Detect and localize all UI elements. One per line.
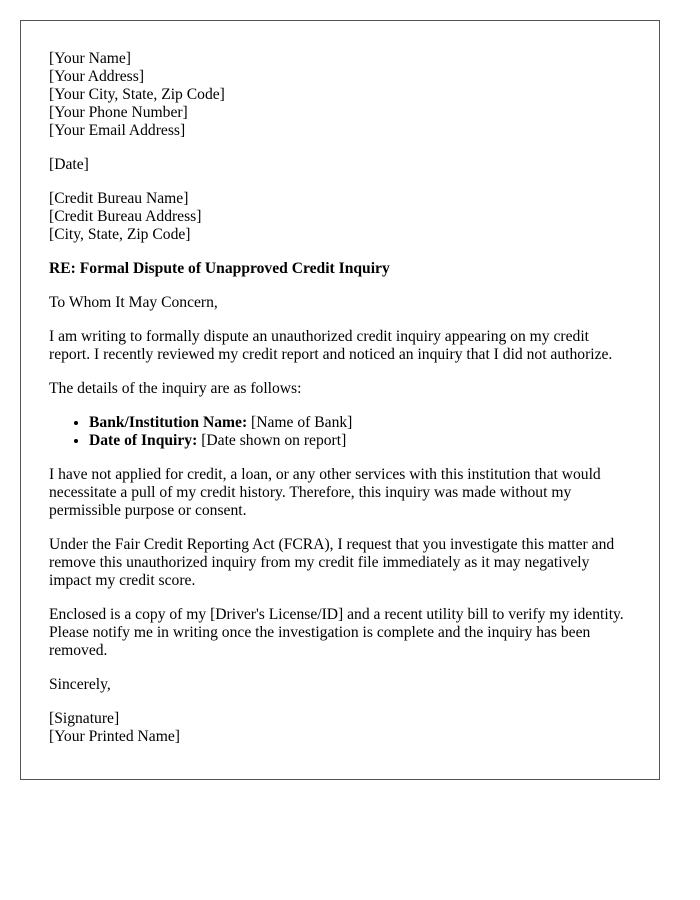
sender-email: [Your Email Address]	[49, 122, 186, 139]
signature-block	[49, 710, 631, 746]
sender-city-state-zip: [Your City, State, Zip Code]	[49, 86, 225, 103]
salutation: To Whom It May Concern,	[49, 294, 218, 311]
sender-address: [Your Address]	[49, 68, 145, 85]
sender-phone: [Your Phone Number]	[49, 104, 188, 121]
recipient-address: [Credit Bureau Address]	[49, 208, 202, 225]
signature: [Signature]	[49, 710, 120, 727]
detail-bank-name	[89, 414, 631, 432]
printed-name: [Your Printed Name]	[49, 728, 180, 745]
detail-label: Date of Inquiry:	[89, 432, 198, 449]
paragraph-intro: I am writing to formally dispute an unauthorized credit inquiry appearing on my credit report. I recently reviewed my credit report and noticed an inquiry that I did not authorize.	[49, 328, 613, 363]
date-block	[49, 156, 631, 174]
letter-page	[20, 20, 660, 780]
paragraph-enclosure: Enclosed is a copy of my [Driver's License/ID] and a recent utility bill to verify my identity. Please notify me in writing once the investigation is complete and the inquiry has been removed.	[49, 606, 624, 659]
recipient-city-state-zip: [City, State, Zip Code]	[49, 226, 191, 243]
recipient-block	[49, 190, 631, 244]
recipient-name: [Credit Bureau Name]	[49, 190, 189, 207]
details-intro: The details of the inquiry are as follows:	[49, 380, 302, 397]
sender-block	[49, 50, 631, 140]
detail-value: [Name of Bank]	[251, 414, 353, 431]
letter-date: [Date]	[49, 156, 89, 173]
paragraph-fcra-request: Under the Fair Credit Reporting Act (FCRA), I request that you investigate this matter and remove this unauthorized inquiry from my credit file immediately as it may negatively impact my credit score.	[49, 536, 615, 589]
paragraph-no-application: I have not applied for credit, a loan, or any other services with this institution that would necessitate a pull of my credit history. Therefore, this inquiry was made without my permissible purpose or consent.	[49, 466, 601, 519]
closing: Sincerely,	[49, 676, 111, 693]
detail-value: [Date shown on report]	[201, 432, 347, 449]
sender-name: [Your Name]	[49, 50, 132, 67]
subject-line: RE: Formal Dispute of Unapproved Credit Inquiry	[49, 260, 390, 277]
detail-label: Bank/Institution Name:	[89, 414, 248, 431]
inquiry-details-list	[49, 414, 631, 450]
detail-inquiry-date	[89, 432, 631, 450]
